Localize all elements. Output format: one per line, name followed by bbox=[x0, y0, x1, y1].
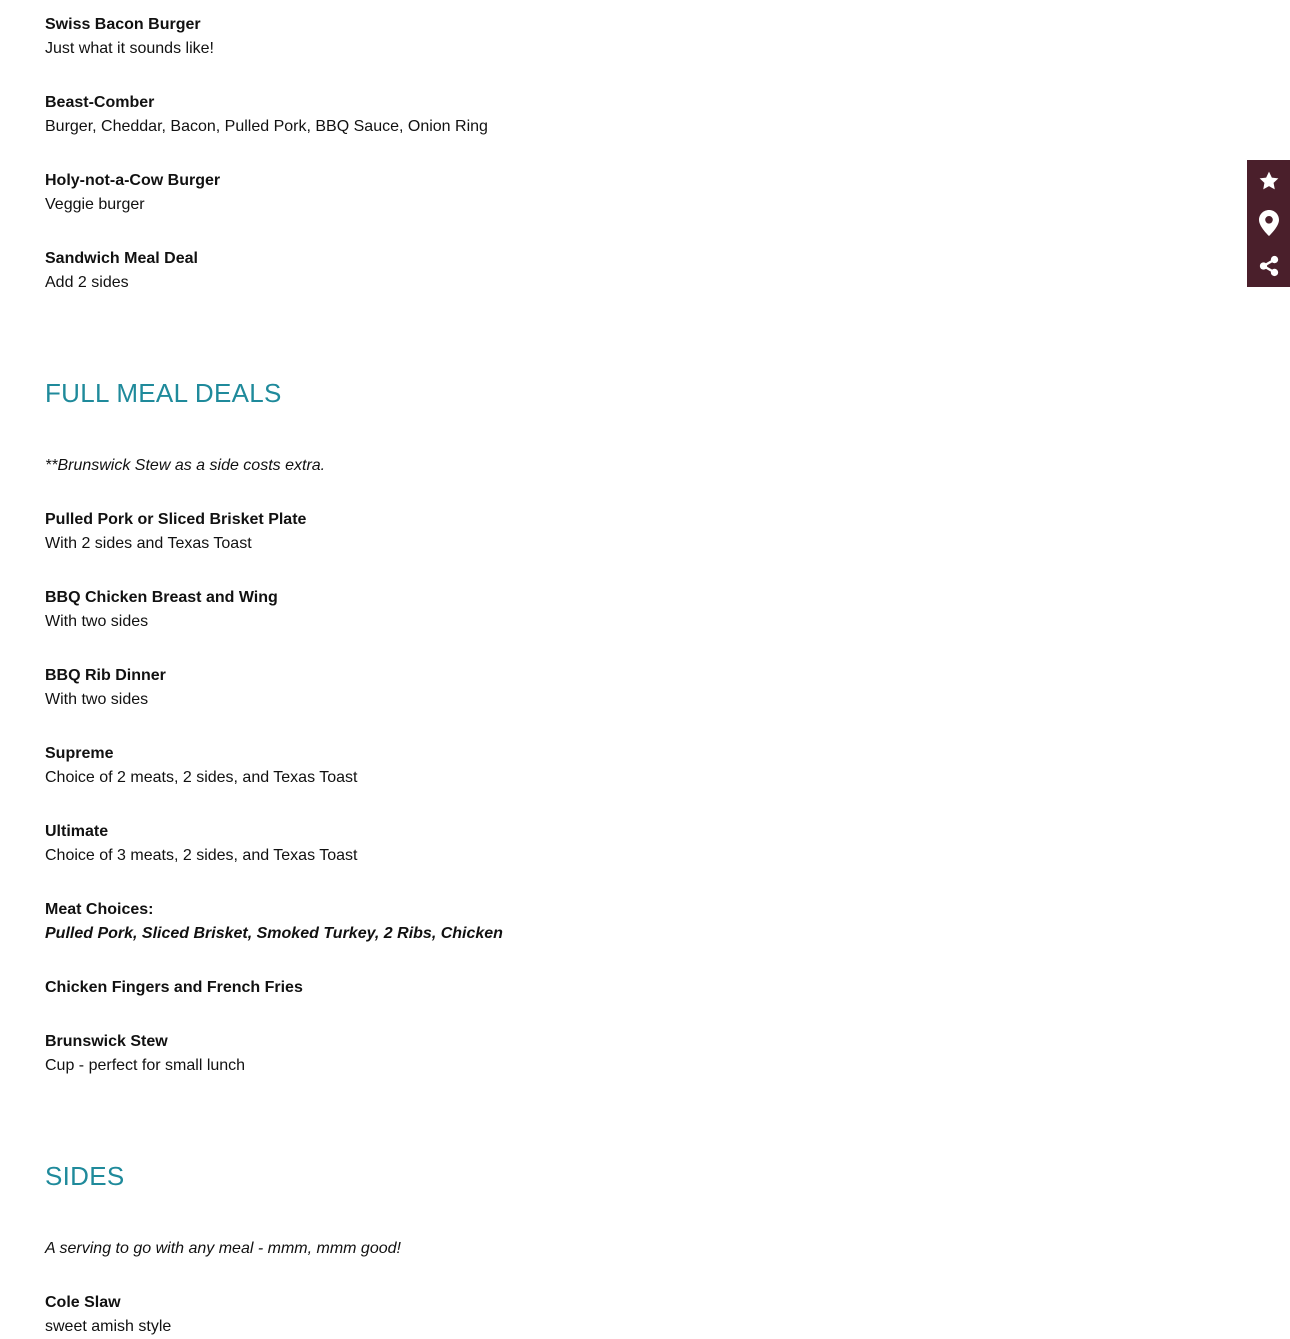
menu-item-title: BBQ Rib Dinner bbox=[45, 667, 166, 684]
menu-item-description: With two sides bbox=[45, 691, 149, 708]
menu-item-title: BBQ Chicken Breast and Wing bbox=[45, 589, 278, 606]
menu-item-title: Meat Choices: bbox=[45, 901, 154, 918]
menu-item-title: Cole Slaw bbox=[45, 1294, 121, 1311]
section-note: **Brunswick Stew as a side costs extra. bbox=[45, 457, 326, 474]
menu-item-title: Swiss Bacon Burger bbox=[45, 16, 201, 33]
menu-item bbox=[45, 976, 303, 1000]
favorite-button[interactable] bbox=[1247, 160, 1290, 202]
menu-item-description: sweet amish style bbox=[45, 1318, 172, 1335]
menu-item-title: Brunswick Stew bbox=[45, 1033, 168, 1050]
menu-item bbox=[45, 664, 166, 712]
menu-item bbox=[45, 91, 488, 139]
menu-item-description: Pulled Pork, Sliced Brisket, Smoked Turkey, 2 Ribs, Chicken bbox=[45, 925, 503, 942]
share-icon bbox=[1258, 255, 1280, 277]
location-button[interactable] bbox=[1247, 202, 1290, 244]
menu-item-description: Veggie burger bbox=[45, 196, 145, 213]
menu-item-description: With 2 sides and Texas Toast bbox=[45, 535, 252, 552]
map-pin-icon bbox=[1259, 210, 1279, 236]
menu-item-title: Beast-Comber bbox=[45, 94, 155, 111]
menu-item bbox=[45, 169, 220, 217]
star-icon bbox=[1258, 170, 1280, 192]
menu-item bbox=[45, 586, 278, 634]
section-note: A serving to go with any meal - mmm, mmm good! bbox=[45, 1240, 401, 1257]
menu-item-title: Pulled Pork or Sliced Brisket Plate bbox=[45, 511, 307, 528]
menu-item bbox=[45, 508, 306, 556]
menu-item bbox=[45, 742, 357, 790]
menu-item bbox=[45, 247, 198, 295]
menu-item-description: Add 2 sides bbox=[45, 274, 129, 291]
section-heading-sides: SIDES bbox=[45, 1161, 125, 1191]
menu-item-meat-choices bbox=[45, 898, 503, 946]
menu-item-title: Chicken Fingers and French Fries bbox=[45, 979, 303, 996]
menu-item-title: Holy-not-a-Cow Burger bbox=[45, 172, 221, 189]
floating-action-toolbar bbox=[1247, 160, 1290, 287]
section-heading-full-meal-deals: FULL MEAL DEALS bbox=[45, 378, 282, 408]
menu-item-description: Just what it sounds like! bbox=[45, 40, 214, 57]
menu-item bbox=[45, 13, 214, 61]
menu-item-description: Choice of 2 meats, 2 sides, and Texas Toast bbox=[45, 769, 358, 786]
menu-item-title: Sandwich Meal Deal bbox=[45, 250, 198, 267]
menu-item bbox=[45, 1030, 245, 1078]
menu-item-description: Cup - perfect for small lunch bbox=[45, 1057, 246, 1074]
menu-item bbox=[45, 820, 357, 868]
menu-item-title: Ultimate bbox=[45, 823, 109, 840]
share-button[interactable] bbox=[1247, 245, 1290, 287]
menu-item-title: Supreme bbox=[45, 745, 114, 762]
menu-item-description: With two sides bbox=[45, 613, 149, 630]
menu-item bbox=[45, 1291, 171, 1339]
menu-item-description: Choice of 3 meats, 2 sides, and Texas Toast bbox=[45, 847, 358, 864]
menu-item-description: Burger, Cheddar, Bacon, Pulled Pork, BBQ Sauce, Onion Ring bbox=[45, 118, 488, 135]
